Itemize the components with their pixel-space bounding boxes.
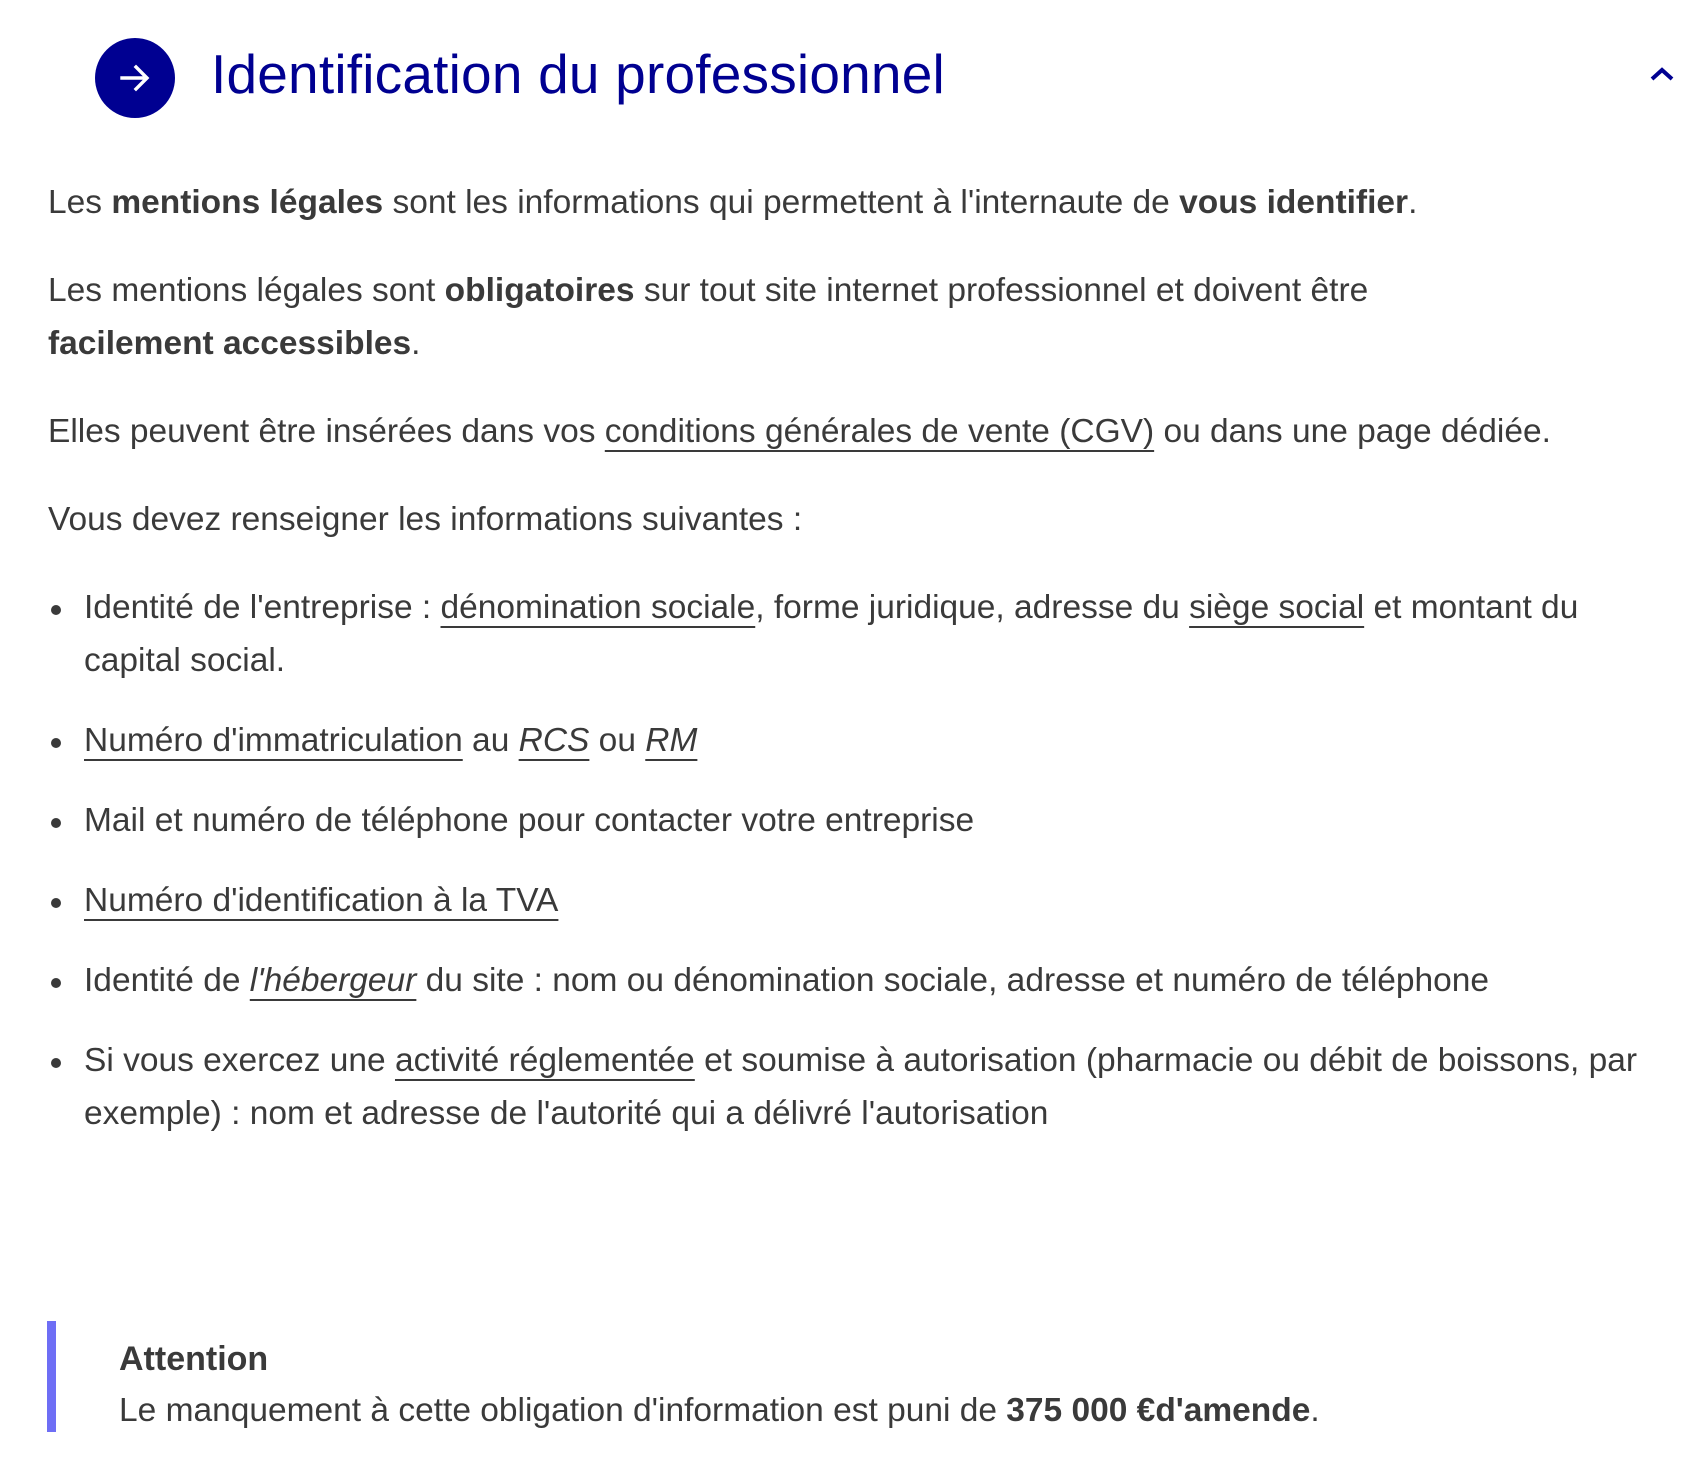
text: Identité de l'entreprise :	[84, 589, 441, 626]
text: ou dans une page dédiée.	[1154, 413, 1551, 450]
text: du site : nom ou dénomination sociale, adresse et numéro de téléphone	[416, 962, 1490, 999]
link-cgv[interactable]: conditions générales de vente (CGV)	[604, 413, 1155, 450]
bullet-icon	[51, 738, 61, 748]
list-item	[48, 954, 1648, 1007]
paragraph-list-intro: Vous devez renseigner les informations suivantes :	[48, 501, 803, 538]
bold-text: vous identifier	[1179, 184, 1409, 221]
section-title: Identification du professionnel	[211, 43, 945, 105]
text: , forme juridique, adresse du	[755, 589, 1190, 626]
chevron-up-icon[interactable]	[1646, 62, 1678, 86]
bullet-icon	[51, 978, 61, 988]
link-siege-social[interactable]: siège social	[1189, 589, 1365, 626]
link-numero-immatriculation[interactable]: Numéro d'immatriculation	[84, 722, 463, 759]
text: Les	[48, 184, 112, 221]
accordion-header[interactable]	[48, 0, 1656, 160]
link-rcs[interactable]: RCS	[518, 722, 590, 759]
text: Les mentions légales sont	[48, 272, 445, 309]
text: Le manquement à cette obligation d'information est puni de	[119, 1392, 1007, 1429]
paragraph-intro	[48, 176, 1648, 229]
text: Mail et numéro de téléphone pour contacter votre entreprise	[84, 802, 975, 839]
warning-callout	[47, 1321, 1647, 1432]
arrow-right-icon	[95, 38, 175, 118]
text: sur tout site internet professionnel et doivent être	[634, 272, 1369, 309]
text: .	[411, 325, 421, 362]
list-item	[48, 1034, 1648, 1140]
text: sont les informations qui permettent à l'internaute de	[383, 184, 1180, 221]
bullet-icon	[51, 1058, 61, 1068]
text: Elles peuvent être insérées dans vos	[48, 413, 605, 450]
text: ou	[589, 722, 646, 759]
callout-accent-bar	[47, 1321, 56, 1432]
bullet-icon	[51, 818, 61, 828]
list-item	[48, 874, 1648, 927]
paragraph-obligation	[48, 264, 1468, 370]
link-numero-tva[interactable]: Numéro d'identification à la TVA	[84, 882, 559, 919]
bullet-icon	[51, 898, 61, 908]
bullet-icon	[51, 605, 61, 615]
paragraph-cgv	[48, 405, 1608, 458]
list-item	[48, 714, 1648, 767]
text: Si vous exercez une	[84, 1042, 395, 1079]
bold-text: facilement accessibles	[48, 325, 412, 362]
text: Identité de	[84, 962, 250, 999]
callout-title: Attention	[119, 1340, 269, 1378]
bold-text: mentions légales	[111, 184, 384, 221]
link-rm[interactable]: RM	[645, 722, 698, 759]
text: .	[1408, 184, 1418, 221]
accordion-content	[48, 176, 1648, 1167]
link-activite-reglementee[interactable]: activité réglementée	[394, 1042, 695, 1079]
list-item	[48, 794, 1648, 847]
bold-text: 375 000 €d'amende	[1006, 1392, 1311, 1429]
link-denomination-sociale[interactable]: dénomination sociale	[440, 589, 756, 626]
text: et soumise à autorisation (pharmacie ou débit de boissons, par exemple) : nom et adresse de l'autorité qui a délivré l'autorisation	[84, 1042, 1638, 1132]
link-hebergeur[interactable]: l'hébergeur	[249, 962, 417, 999]
text: .	[1310, 1392, 1320, 1429]
bold-text: obligatoires	[444, 272, 635, 309]
callout-text	[119, 1391, 1320, 1431]
text: au	[462, 722, 519, 759]
required-info-list	[48, 581, 1648, 1140]
list-item	[48, 581, 1648, 687]
text: et montant du capital social.	[84, 589, 1579, 679]
